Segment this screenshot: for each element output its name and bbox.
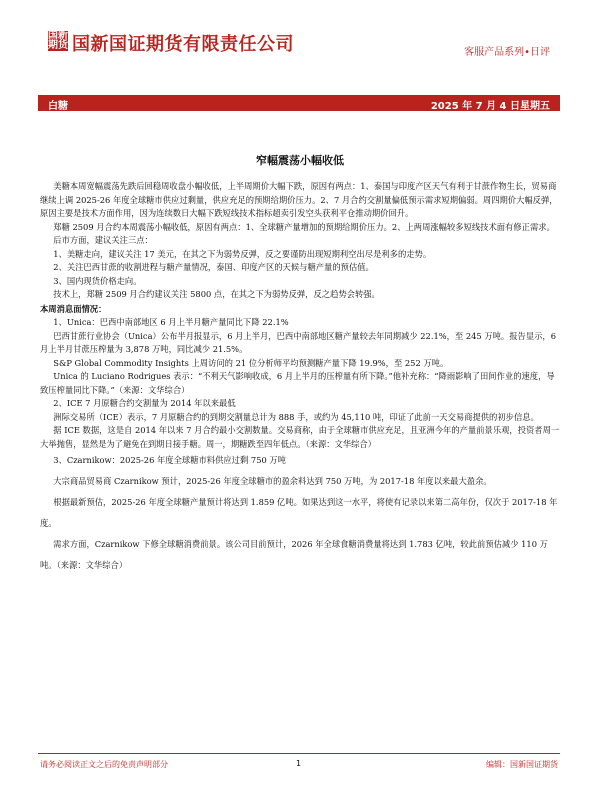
report-title: 窄幅震荡小幅收低 xyxy=(256,154,344,167)
news-paragraph: 据 ICE 数据，这是自 2014 年以来 7 月合约最小交割数量。交易商称，由于全球糖市供应充足，且亚洲今年的产量前景乐观，投资者周一大举抛售，显然是为了避免在到期日接手糖。周一，期糖跌至四年低点。（来源：文华综合） xyxy=(40,425,560,449)
body-paragraph: 3、国内现货价格走向。 xyxy=(53,275,142,286)
editor-note: 编辑：国新国证期货 xyxy=(486,760,558,769)
news-title: 2、ICE 7 月原糖合约交割量为 2014 年以来最低 xyxy=(53,398,236,408)
title-bar xyxy=(38,95,560,111)
page-header xyxy=(0,0,600,92)
body-paragraph: 2、关注巴西甘蔗的收割进程与糖产量情况，泰国、印度产区的天候与糖产量的预估值。 xyxy=(53,262,374,272)
news-paragraph: 需求方面，Czarnikow 下修全球糖消费前景。该公司目前预计，2026 年全球食糖消费量将达到 1.783 亿吨，较此前预估减少 110 万吨。（来源：文华综合） xyxy=(40,538,548,570)
footer-divider xyxy=(38,753,560,754)
page-number: 1 xyxy=(296,759,302,768)
body-paragraph: 后市方面，建议关注三点： xyxy=(53,235,153,245)
news-paragraph: 巴西甘蔗行业协会（Unica）公布半月报显示，6 月上半月，巴西中南部地区糖产量较去年同期减少 22.1%，至 245 万吨。报告显示，6 月上半月甘蔗压榨量为 3,878 万吨，同比减少 21.5%。 xyxy=(40,330,556,354)
report-series: 客服产品系列•日评 xyxy=(464,47,550,58)
body-paragraph: 郑糖 2509 月合约本周震荡小幅收低，原因有两点：1、全球糖产量增加的预期给期价压力。2、上两周涨幅较多短线技术面有修正需求。 xyxy=(53,221,555,232)
body-paragraph: 1、美糖走向，建议关注 17 美元，在其之下为弱势反弹，反之要谨防出现短期利空出尽是利多的走势。 xyxy=(53,248,432,259)
news-paragraph: S&P Global Commodity Insights 上周访问的 21 位分析师平均预测糖产量下降 19.9%，至 252 万吨。 xyxy=(53,357,449,368)
logo-text: 国新期货 xyxy=(48,30,68,51)
company-name: 国新国证期货有限责任公司 xyxy=(72,34,294,55)
body-paragraph: 美糖本周宽幅震荡先跌后回稳周收盘小幅收低，上半周期价大幅下跌，原因有两点：1、泰国与印度产区天气有利于甘蔗作物生长，贸易商继续上调 2025-26 年度全球糖市供应过剩量，供应充足的预期给期价压力。2、7 月合约交割量偏低预示需求短期偏弱。周四期价大幅反弹，原因主要是技术方面作用，因为连续数日大幅下跌短线技术指标超卖引发空头获利平仓推动期价回升。 xyxy=(40,181,558,218)
news-paragraph: Unica 的 Luciano Rodrigues 表示：“不利天气影响收成，6 月上半月的压榨量有所下降。”他补充称：“降雨影响了田间作业的速度，导致压榨量同比下降。”（来源：文华综合） xyxy=(40,371,555,395)
report-body xyxy=(40,180,560,576)
company-logo xyxy=(48,31,68,51)
commodity-label: 白糖 xyxy=(48,101,68,112)
page-footer xyxy=(38,757,560,771)
news-title: 1、Unica：巴西中南部地区 6 月上半月糖产量同比下降 22.1% xyxy=(53,317,289,327)
disclaimer-note: 请务必阅读正文之后的免责声明部分 xyxy=(40,760,168,769)
body-paragraph: 技术上，郑糖 2509 月合约建议关注 5800 点，在其之下为弱势反弹，反之趋势会转强。 xyxy=(53,289,380,299)
report-date: 2025 年 7 月 4 日星期五 xyxy=(430,101,550,112)
news-paragraph: 根据最新预估，2025-26 年度全球糖产量预计将达到 1.859 亿吨。如果达到这一水平，将使有记录以来第二高年份，仅次于 2017-18 年度。 xyxy=(40,496,558,528)
news-title: 3、Czarnikow：2025-26 年度全球糖市料供应过剩 750 万吨 xyxy=(53,455,286,465)
news-paragraph: 大宗商品贸易商 Czarnikow 预计，2025-26 年度全球糖市的盈余料达到 750 万吨，为 2017-18 年度以来最大盈余。 xyxy=(53,475,492,486)
news-paragraph: 洲际交易所（ICE）表示，7 月原糖合约的到期交割量总计为 888 手，或约为 45,110 吨，印证了此前一天交易商提供的初步信息。 xyxy=(53,411,539,422)
news-heading: 本周消息面情况： xyxy=(40,303,107,314)
